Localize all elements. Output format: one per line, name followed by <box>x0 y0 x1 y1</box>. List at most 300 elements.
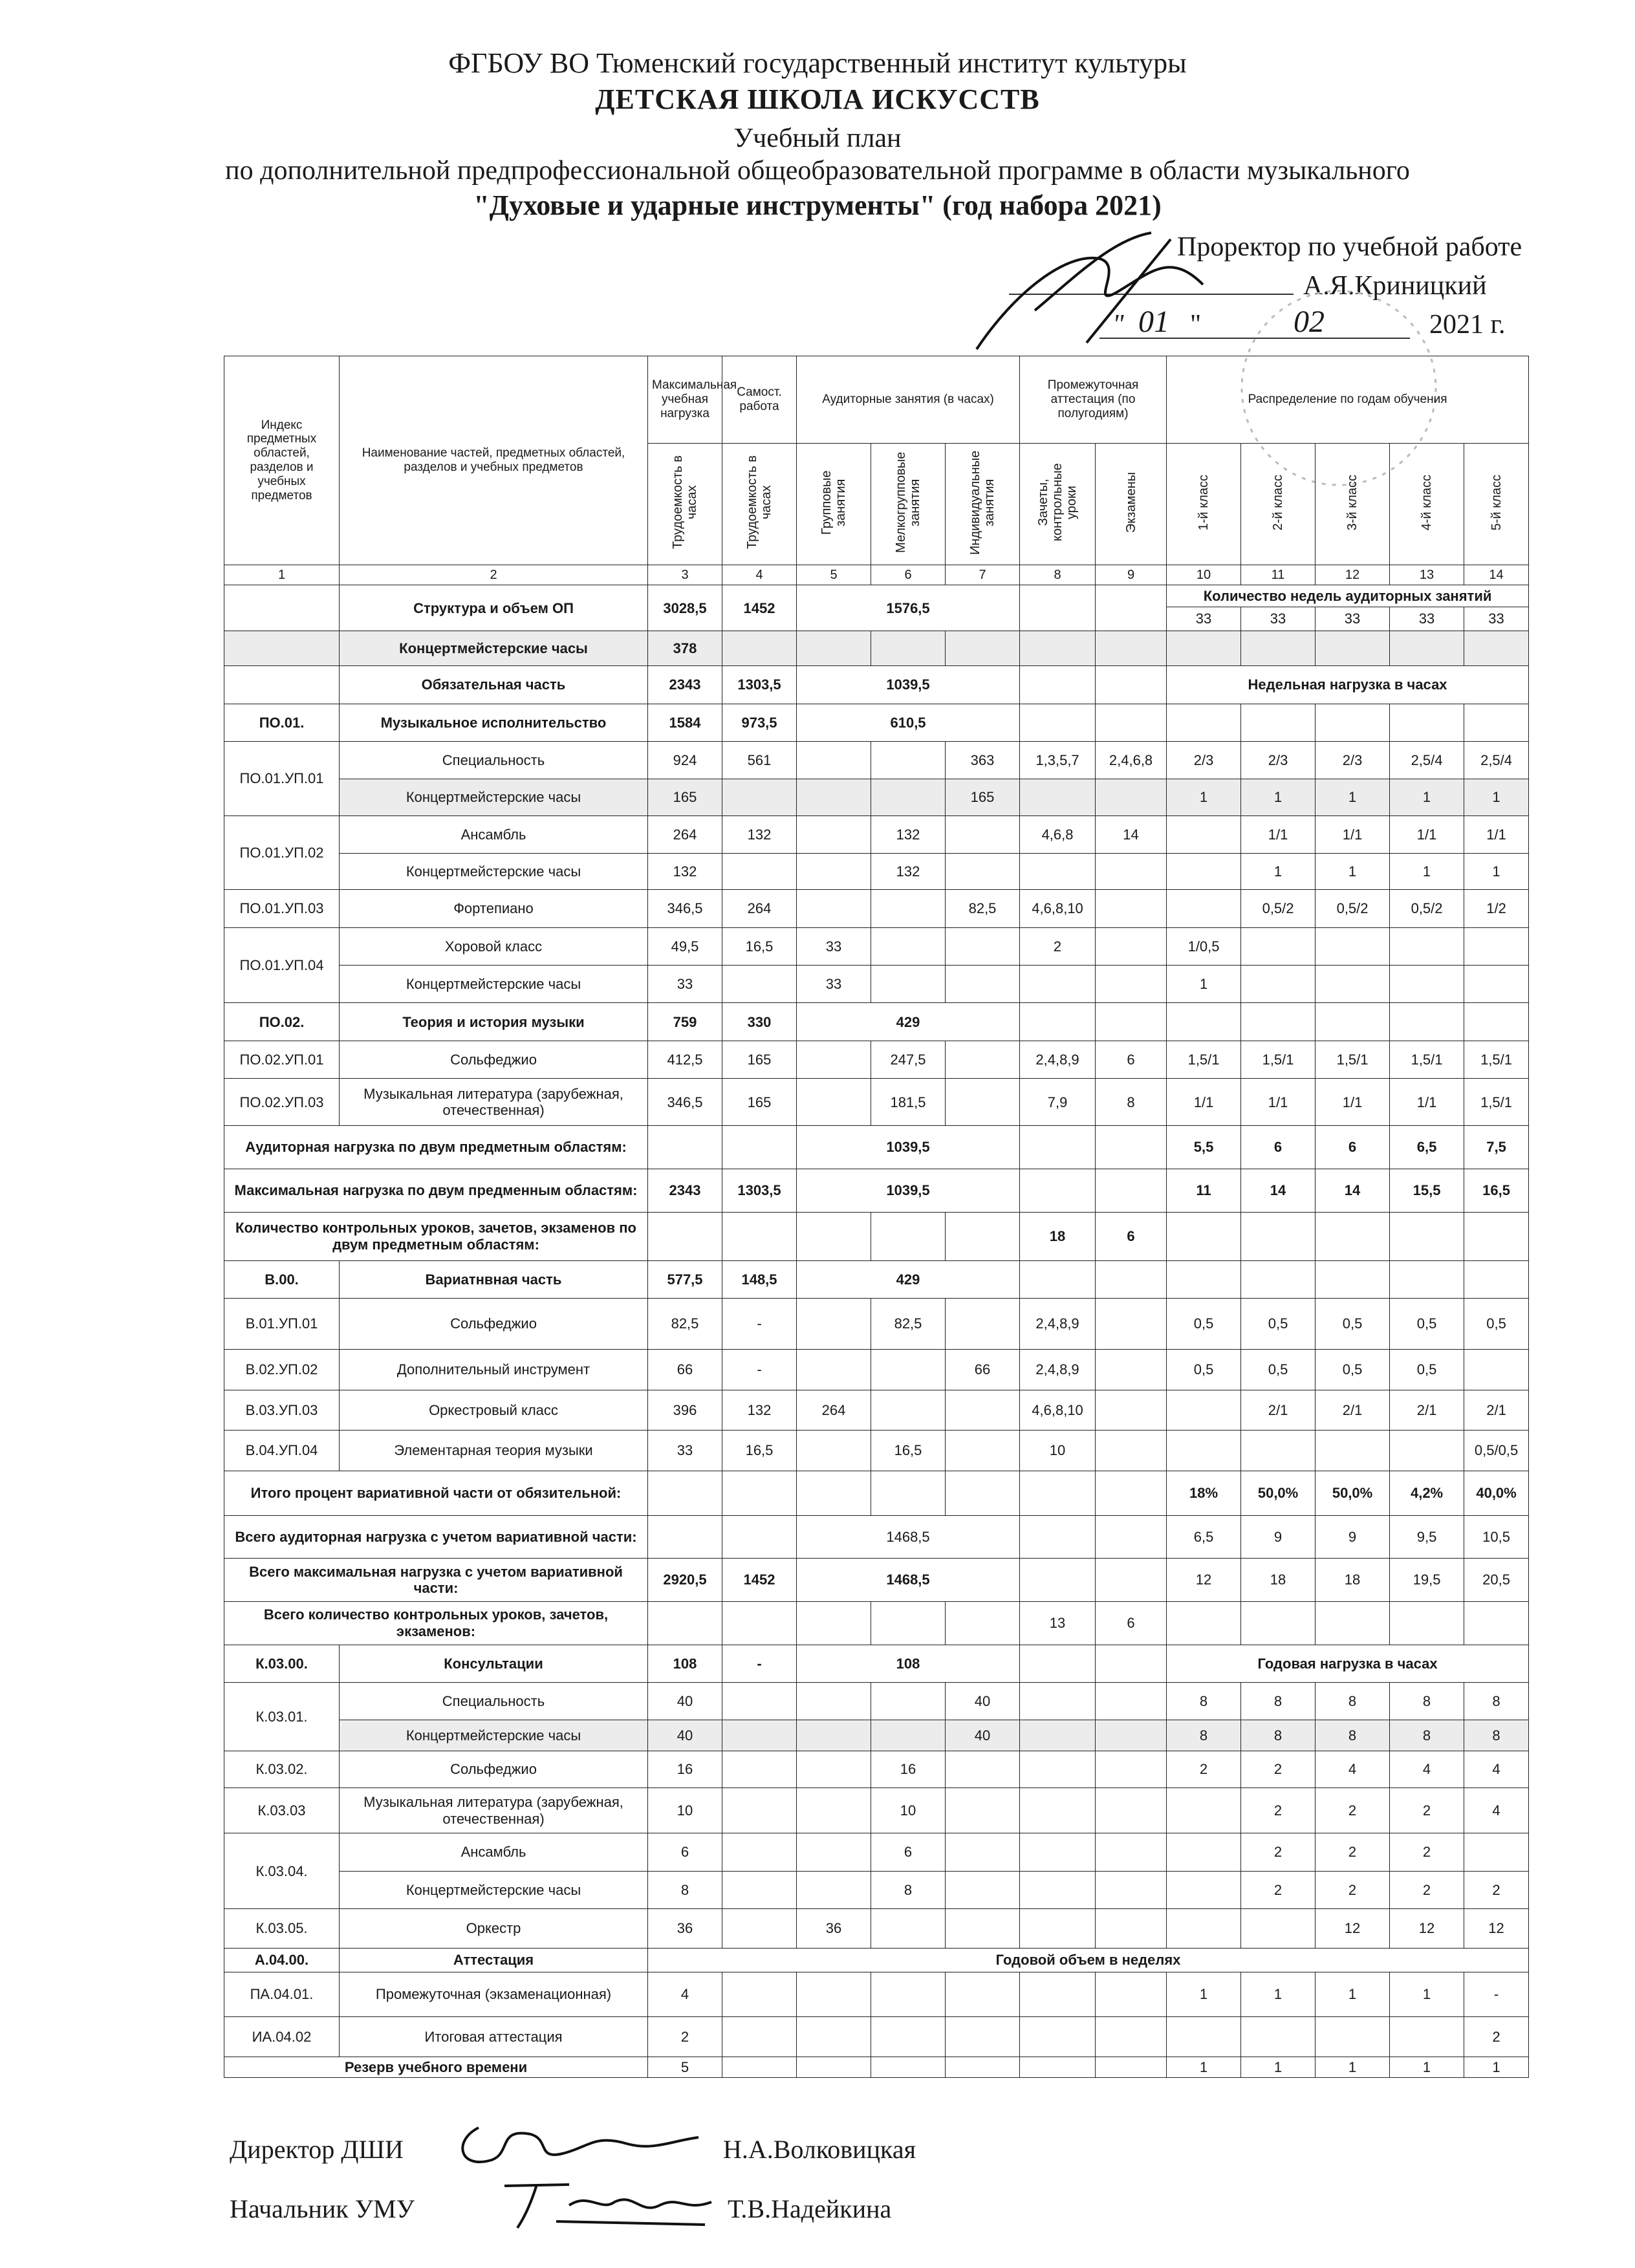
cell-exams: 6 <box>1096 1601 1167 1645</box>
cell-grade: 1/1 <box>1241 815 1316 853</box>
cell-grade <box>1167 1431 1241 1471</box>
cell-grade: 0,5 <box>1241 1350 1316 1390</box>
cell-grade: 1,5/1 <box>1464 1041 1529 1078</box>
cell-self: 264 <box>722 890 797 927</box>
header-individual: Индивидуальные занятия <box>968 450 997 555</box>
row-index: ИА.04.02 <box>224 2016 340 2057</box>
cell-individual: 40 <box>946 1720 1020 1751</box>
cell-grade <box>1316 1431 1390 1471</box>
cell-grade: 50,0% <box>1241 1471 1316 1515</box>
cell-grade: 6,5 <box>1167 1515 1241 1559</box>
cell-max: 6 <box>648 1833 722 1871</box>
row-index: К.03.03 <box>224 1787 340 1833</box>
cell-classroom-total: 429 <box>797 1003 1020 1041</box>
row-index: А.04.00. <box>224 1948 340 1972</box>
cell-grade: 8 <box>1167 1720 1241 1751</box>
cell-classroom-total: 1576,5 <box>797 585 1020 631</box>
cell-grade: 2/3 <box>1167 742 1241 779</box>
row-index: ПО.01.УП.01 <box>224 742 340 816</box>
cell-grade: 1/0,5 <box>1167 927 1241 965</box>
cell-max: 66 <box>648 1350 722 1390</box>
table-row <box>224 1787 1529 1833</box>
row-name: Сольфеджио <box>340 1298 648 1349</box>
row-name: Музыкальная литература (зарубежная, отечественная) <box>340 1787 648 1833</box>
document-title: Учебный план <box>733 124 902 153</box>
approval-date-open-quote: " <box>1112 310 1124 340</box>
row-name: Специальность <box>340 742 648 779</box>
cell-grade: 1/1 <box>1390 815 1464 853</box>
cell-small-group: 8 <box>871 1871 946 1908</box>
cell-self: 330 <box>722 1003 797 1041</box>
cell-grade: 4 <box>1390 1751 1464 1787</box>
cell-grade: 2 <box>1390 1871 1464 1908</box>
row-name: Дополнительный инструмент <box>340 1350 648 1390</box>
row-name: Концертмейстерские часы <box>340 966 648 1003</box>
weekly-load-title: Недельная нагрузка в часах <box>1167 666 1529 704</box>
cell-exams: 2,4,6,8 <box>1096 742 1167 779</box>
cell-grade: 0,5 <box>1167 1350 1241 1390</box>
cell-self: 148,5 <box>722 1260 797 1298</box>
cell-self: 132 <box>722 815 797 853</box>
cell-grade: 15,5 <box>1390 1169 1464 1212</box>
col-number: 8 <box>1020 565 1096 585</box>
approval-day: 01 <box>1138 305 1169 339</box>
cell-tests: 7,9 <box>1020 1079 1096 1126</box>
row-name: Концертмейстерские часы <box>340 1720 648 1751</box>
cell-grade: 4 <box>1316 1751 1390 1787</box>
cell-grade: 0,5 <box>1167 1298 1241 1349</box>
col-number: 10 <box>1167 565 1241 585</box>
cell-grade: 50,0% <box>1316 1471 1390 1515</box>
table-row <box>224 1041 1529 1078</box>
table-row <box>224 1126 1529 1169</box>
cell-small-group: 132 <box>871 854 946 890</box>
cell-grade: 2 <box>1241 1751 1316 1787</box>
cell-grade: 8 <box>1241 1683 1316 1720</box>
cell-grade: 1 <box>1241 2057 1316 2078</box>
cell-tests: 4,6,8,10 <box>1020 890 1096 927</box>
curriculum-table <box>224 356 1529 2078</box>
approval-date-close-quote: " <box>1190 310 1202 340</box>
cell-grade <box>1464 1833 1529 1871</box>
cell-max: 396 <box>648 1390 722 1431</box>
cell-grade: 1 <box>1390 1972 1464 2017</box>
table-row <box>224 1645 1529 1682</box>
cell-small-group: 247,5 <box>871 1041 946 1078</box>
row-name: Ансамбль <box>340 815 648 853</box>
cell-grade: 12 <box>1316 1909 1390 1948</box>
row-name: Резерв учебного времени <box>224 2057 648 2078</box>
cell-small-group: 181,5 <box>871 1079 946 1126</box>
cell-self: 1303,5 <box>722 666 797 704</box>
cell-self: 165 <box>722 1079 797 1126</box>
cell-grade: 1 <box>1390 2057 1464 2078</box>
cell-grade: 1 <box>1241 1972 1316 2017</box>
cell-grade: 2 <box>1241 1787 1316 1833</box>
cell-grade: 0,5 <box>1390 1350 1464 1390</box>
cell-grade: 1/1 <box>1316 1079 1390 1126</box>
cell-grade: 1 <box>1464 854 1529 890</box>
row-name: Фортепиано <box>340 890 648 927</box>
table-row <box>224 1169 1529 1212</box>
cell-tests: 10 <box>1020 1431 1096 1471</box>
cell-self: 561 <box>722 742 797 779</box>
header-labor-hours-self: Трудоемкость в часах <box>745 455 774 550</box>
row-index: К.03.02. <box>224 1751 340 1787</box>
row-index: В.02.УП.02 <box>224 1350 340 1390</box>
cell-grade: 9,5 <box>1390 1515 1464 1559</box>
row-name: Хоровой класс <box>340 927 648 965</box>
approver-name: А.Я.Криницкий <box>1303 271 1487 301</box>
cell-tests: 4,6,8 <box>1020 815 1096 853</box>
table-row <box>224 1212 1529 1260</box>
cell-grade: 0,5/0,5 <box>1464 1431 1529 1471</box>
cell-max: 577,5 <box>648 1260 722 1298</box>
cell-grade: 14 <box>1241 1169 1316 1212</box>
table-row <box>224 1601 1529 1645</box>
cell-exams: 6 <box>1096 1212 1167 1260</box>
cell-grade: - <box>1464 1972 1529 2017</box>
cell-grade: 12 <box>1167 1559 1241 1602</box>
row-name: Всего максимальная нагрузка с учетом вариативной части: <box>224 1559 648 1602</box>
table-row <box>224 854 1529 890</box>
cell-max: 412,5 <box>648 1041 722 1078</box>
row-name: Обязательная часть <box>340 666 648 704</box>
cell-max: 2343 <box>648 666 722 704</box>
row-name: Оркестр <box>340 1909 648 1948</box>
header-exams: Экзамены <box>1123 472 1138 534</box>
header-self-work: Самост. работа <box>722 356 797 444</box>
table-row <box>224 1720 1529 1751</box>
cell-max: 132 <box>648 854 722 890</box>
row-name: Консультации <box>340 1645 648 1682</box>
row-name: Структура и объем ОП <box>340 585 648 631</box>
cell-grade: 6 <box>1241 1126 1316 1169</box>
cell-grade: 1/1 <box>1464 815 1529 853</box>
program-description: по дополнительной предпрофессиональной общеобразовательной программе в области музыкального <box>225 156 1410 186</box>
cell-exams: 14 <box>1096 815 1167 853</box>
row-index: ПО.01.УП.04 <box>224 927 340 1003</box>
cell-max: 346,5 <box>648 1079 722 1126</box>
table-row <box>224 1972 1529 2017</box>
cell-max: 346,5 <box>648 890 722 927</box>
cell-grade: 4 <box>1464 1787 1529 1833</box>
cell-individual: 363 <box>946 742 1020 779</box>
cell-small-group: 132 <box>871 815 946 853</box>
row-index: В.00. <box>224 1260 340 1298</box>
cell-grade <box>1167 1787 1241 1833</box>
table-row <box>224 1833 1529 1871</box>
cell-grade: 10,5 <box>1464 1515 1529 1559</box>
cell-individual: 66 <box>946 1350 1020 1390</box>
table-row <box>224 1909 1529 1948</box>
row-index: ПА.04.01. <box>224 1972 340 2017</box>
cell-grade: 9 <box>1316 1515 1390 1559</box>
cell-grade: 1 <box>1316 779 1390 815</box>
cell-self: - <box>722 1645 797 1682</box>
row-index: ПО.01. <box>224 704 340 741</box>
program-name: "Духовые и ударные инструменты" (год набора 2021) <box>473 189 1162 221</box>
cell-individual: 82,5 <box>946 890 1020 927</box>
cell-max: 3028,5 <box>648 585 722 631</box>
row-name: Промежуточная (экзаменационная) <box>340 1972 648 2017</box>
row-name: Аудиторная нагрузка по двум предметным областям: <box>224 1126 648 1169</box>
cell-classroom-total: 1468,5 <box>797 1515 1020 1559</box>
cell-grade: 1/1 <box>1390 1079 1464 1126</box>
header-grade-1: 1-й класс <box>1196 475 1211 531</box>
cell-self: 16,5 <box>722 927 797 965</box>
col-number: 12 <box>1316 565 1390 585</box>
table-row <box>224 1350 1529 1390</box>
cell-grade: 33 <box>1316 607 1390 631</box>
cell-grade: 33 <box>1167 607 1241 631</box>
cell-grade: 6,5 <box>1390 1126 1464 1169</box>
cell-grade: 0,5/2 <box>1241 890 1316 927</box>
cell-self: 16,5 <box>722 1431 797 1471</box>
cell-grade <box>1390 2016 1464 2057</box>
cell-grade: 2,5/4 <box>1390 742 1464 779</box>
col-number: 2 <box>340 565 648 585</box>
table-row <box>224 1559 1529 1602</box>
cell-classroom-total: 610,5 <box>797 704 1020 741</box>
school-name: ДЕТСКАЯ ШКОЛА ИСКУССТВ <box>595 83 1040 115</box>
cell-max: 82,5 <box>648 1298 722 1349</box>
cell-grade: 1/1 <box>1241 1079 1316 1126</box>
cell-grade: 2/1 <box>1464 1390 1529 1431</box>
cell-grade: 0,5 <box>1316 1298 1390 1349</box>
row-name: Всего количество контрольных уроков, зачетов, экзаменов: <box>224 1601 648 1645</box>
cell-grade: 4 <box>1464 1751 1529 1787</box>
cell-small-group: 10 <box>871 1787 946 1833</box>
cell-max: 2920,5 <box>648 1559 722 1602</box>
cell-max: 5 <box>648 2057 722 2078</box>
cell-grade: 18 <box>1316 1559 1390 1602</box>
approval-month: 02 <box>1294 305 1325 339</box>
cell-grade <box>1390 927 1464 965</box>
cell-grade: 0,5 <box>1316 1350 1390 1390</box>
cell-grade: 1 <box>1464 2057 1529 2078</box>
cell-grade: 2 <box>1390 1833 1464 1871</box>
cell-grade: 1 <box>1167 966 1241 1003</box>
row-index: В.01.УП.01 <box>224 1298 340 1349</box>
cell-max: 49,5 <box>648 927 722 965</box>
table-row <box>224 1431 1529 1471</box>
table-row <box>224 815 1529 853</box>
cell-grade: 1 <box>1241 779 1316 815</box>
cell-grade: 19,5 <box>1390 1559 1464 1602</box>
cell-grade: 1/1 <box>1316 815 1390 853</box>
annual-weeks-title: Годовой объем в неделях <box>648 1948 1529 1972</box>
header-classroom: Аудиторные занятия (в часах) <box>797 356 1020 444</box>
col-number: 4 <box>722 565 797 585</box>
cell-grade: 0,5 <box>1241 1298 1316 1349</box>
cell-small-group: 6 <box>871 1833 946 1871</box>
row-name: Итоговая аттестация <box>340 2016 648 2057</box>
row-name: Оркестровый класс <box>340 1390 648 1431</box>
table-row <box>224 1298 1529 1349</box>
row-index: ПО.01.УП.03 <box>224 890 340 927</box>
row-name: Концертмейстерские часы <box>340 1871 648 1908</box>
table-row <box>224 1683 1529 1720</box>
cell-group: 36 <box>797 1909 871 1948</box>
column-number-row <box>224 565 1529 585</box>
table-row <box>224 1079 1529 1126</box>
cell-grade <box>1241 966 1316 1003</box>
cell-grade <box>1167 1871 1241 1908</box>
row-name: Максимальная нагрузка по двум предменным областям: <box>224 1169 648 1212</box>
row-index: К.03.05. <box>224 1909 340 1948</box>
cell-grade: 12 <box>1390 1909 1464 1948</box>
col-number: 6 <box>871 565 946 585</box>
cell-max: 10 <box>648 1787 722 1833</box>
cell-self: 1452 <box>722 585 797 631</box>
cell-classroom-total: 1039,5 <box>797 666 1020 704</box>
cell-max: 36 <box>648 1909 722 1948</box>
cell-grade: 8 <box>1316 1720 1390 1751</box>
cell-grade: 1 <box>1167 1972 1241 2017</box>
cell-small-group: 16 <box>871 1751 946 1787</box>
cell-grade <box>1464 927 1529 965</box>
cell-max: 264 <box>648 815 722 853</box>
cell-grade <box>1241 927 1316 965</box>
cell-grade: 18% <box>1167 1471 1241 1515</box>
cell-grade: 2 <box>1316 1787 1390 1833</box>
row-name: Концертмейстерские часы <box>340 779 648 815</box>
col-number: 7 <box>946 565 1020 585</box>
cell-grade: 8 <box>1464 1720 1529 1751</box>
cell-grade: 1 <box>1390 854 1464 890</box>
header-labor-hours: Трудоемкость в часах <box>671 455 699 550</box>
cell-classroom-total: 1039,5 <box>797 1169 1020 1212</box>
cell-grade <box>1167 815 1241 853</box>
table-row <box>224 1390 1529 1431</box>
cell-tests: 18 <box>1020 1212 1096 1260</box>
row-index: К.03.04. <box>224 1833 340 1909</box>
cell-grade: 14 <box>1316 1169 1390 1212</box>
head-signature <box>492 2166 724 2238</box>
cell-self: 165 <box>722 1041 797 1078</box>
header-tests: Зачеты, контрольные уроки <box>1036 463 1079 542</box>
cell-max: 378 <box>648 631 722 666</box>
cell-grade: 33 <box>1464 607 1529 631</box>
cell-grade <box>1167 854 1241 890</box>
head-title: Начальник УМУ <box>230 2194 415 2223</box>
cell-classroom-total: 1468,5 <box>797 1559 1020 1602</box>
cell-max: 759 <box>648 1003 722 1041</box>
cell-group: 33 <box>797 966 871 1003</box>
cell-max: 1584 <box>648 704 722 741</box>
cell-grade <box>1390 1431 1464 1471</box>
cell-grade: 1 <box>1316 1972 1390 2017</box>
row-index: ПО.02.УП.03 <box>224 1079 340 1126</box>
cell-grade <box>1167 1909 1241 1948</box>
cell-grade: 20,5 <box>1464 1559 1529 1602</box>
cell-grade: 1 <box>1167 779 1241 815</box>
cell-grade: 33 <box>1390 607 1464 631</box>
header-grade-4: 4-й класс <box>1420 475 1435 531</box>
cell-tests: 2 <box>1020 927 1096 965</box>
table-row <box>224 1003 1529 1041</box>
cell-self: 1303,5 <box>722 1169 797 1212</box>
cell-grade: 2/3 <box>1241 742 1316 779</box>
table-row <box>224 1751 1529 1787</box>
header-name: Наименование частей, предметных областей, разделов и учебных предметов <box>340 356 648 565</box>
row-index: В.04.УП.04 <box>224 1431 340 1471</box>
cell-self: 132 <box>722 1390 797 1431</box>
cell-grade: 2 <box>1464 2016 1529 2057</box>
header-group: Групповые занятия <box>819 470 848 535</box>
cell-max: 40 <box>648 1720 722 1751</box>
header-small-group: Мелкогрупповые занятия <box>894 452 922 554</box>
cell-grade <box>1464 1350 1529 1390</box>
row-name: Ансамбль <box>340 1833 648 1871</box>
cell-grade: 18 <box>1241 1559 1316 1602</box>
col-number: 11 <box>1241 565 1316 585</box>
cell-max: 924 <box>648 742 722 779</box>
cell-exams: 8 <box>1096 1079 1167 1126</box>
cell-max: 2343 <box>648 1169 722 1212</box>
table-row <box>224 1260 1529 1298</box>
cell-grade: 2/1 <box>1241 1390 1316 1431</box>
table-row <box>224 890 1529 927</box>
cell-grade: 1 <box>1464 779 1529 815</box>
table-row <box>224 1515 1529 1559</box>
row-index: ПО.02. <box>224 1003 340 1041</box>
row-name: Итого процент вариативной части от обязительной: <box>224 1471 648 1515</box>
cell-max: 4 <box>648 1972 722 2017</box>
table-row <box>224 666 1529 704</box>
cell-small-group: 16,5 <box>871 1431 946 1471</box>
row-name: Музыкальная литература (зарубежная, отечественная) <box>340 1079 648 1126</box>
cell-grade: 2 <box>1316 1833 1390 1871</box>
cell-grade: 2/1 <box>1390 1390 1464 1431</box>
cell-tests: 4,6,8,10 <box>1020 1390 1096 1431</box>
header-grade-5: 5-й класс <box>1489 475 1504 531</box>
cell-grade <box>1390 966 1464 1003</box>
row-index: К.03.01. <box>224 1683 340 1751</box>
cell-grade <box>1316 927 1390 965</box>
table-row <box>224 742 1529 779</box>
cell-self: - <box>722 1350 797 1390</box>
cell-grade <box>1167 1833 1241 1871</box>
cell-small-group: 82,5 <box>871 1298 946 1349</box>
cell-grade <box>1167 890 1241 927</box>
cell-grade: 9 <box>1241 1515 1316 1559</box>
cell-grade: 1,5/1 <box>1316 1041 1390 1078</box>
cell-grade: 33 <box>1241 607 1316 631</box>
cell-grade: 2 <box>1241 1871 1316 1908</box>
approver-position: Проректор по учебной работе <box>1177 232 1522 262</box>
cell-grade: 12 <box>1464 1909 1529 1948</box>
cell-individual: 40 <box>946 1683 1020 1720</box>
cell-grade <box>1464 966 1529 1003</box>
cell-max: 33 <box>648 1431 722 1471</box>
row-index: К.03.00. <box>224 1645 340 1682</box>
header-grade-3: 3-й класс <box>1345 475 1360 531</box>
cell-grade: 0,5/2 <box>1390 890 1464 927</box>
cell-grade: 2 <box>1464 1871 1529 1908</box>
cell-grade: 11 <box>1167 1169 1241 1212</box>
cell-grade <box>1316 966 1390 1003</box>
cell-grade: 2 <box>1316 1871 1390 1908</box>
table-row <box>224 704 1529 741</box>
cell-grade: 8 <box>1390 1720 1464 1751</box>
row-name: Всего аудиторная нагрузка с учетом вариативной части: <box>224 1515 648 1559</box>
cell-grade: 2 <box>1167 1751 1241 1787</box>
cell-group: 264 <box>797 1390 871 1431</box>
cell-grade: 8 <box>1464 1683 1529 1720</box>
cell-max: 165 <box>648 779 722 815</box>
